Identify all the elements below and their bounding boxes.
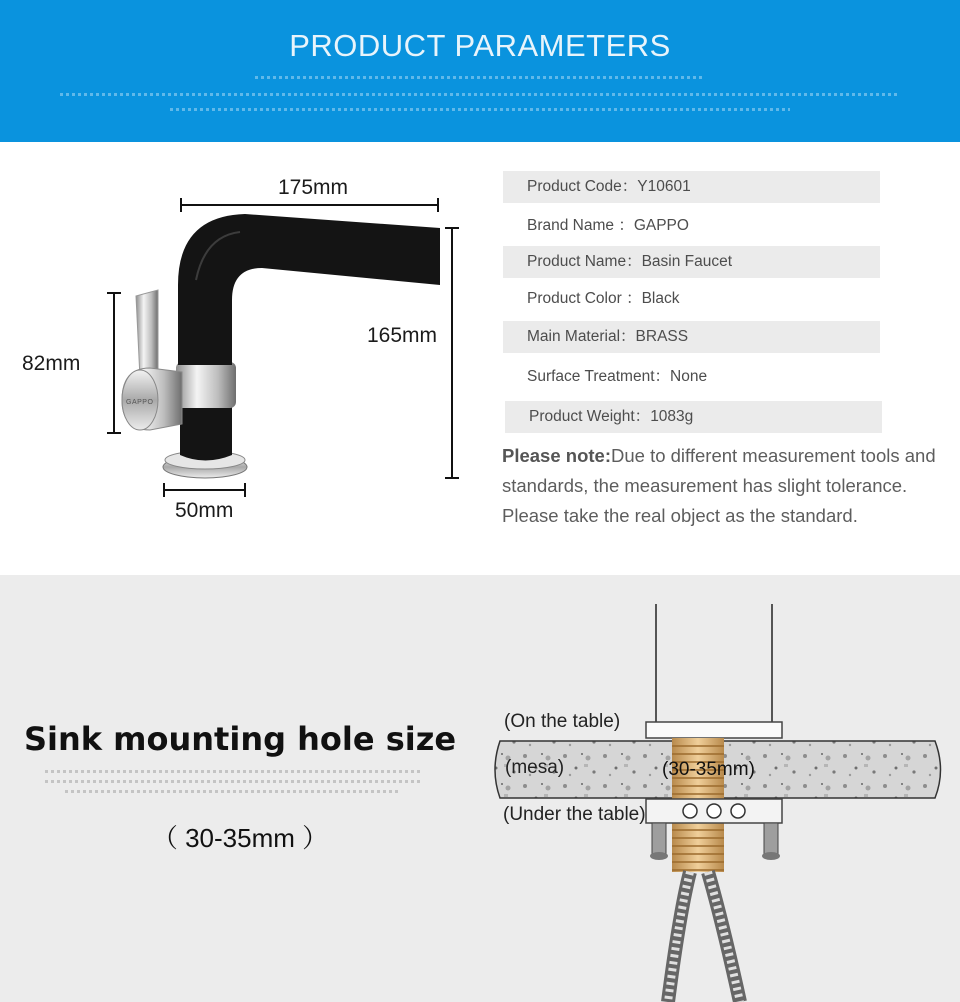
spec-value: Y10601 xyxy=(637,178,691,195)
spec-value: BRASS xyxy=(635,328,689,345)
spec-label: Product Weight： xyxy=(529,408,651,425)
spec-value: Black xyxy=(641,290,680,307)
handle-height-label: 82mm xyxy=(22,352,81,375)
mounting-title: Sink mounting hole size xyxy=(23,720,457,758)
on-table-label: (On the table) xyxy=(504,711,621,732)
spec-label: Surface Treatment： xyxy=(527,368,671,385)
note-text: Due to different measurement tools and standards, the measurement has slight tolerance. Please take the real object as the standard. xyxy=(502,445,936,526)
spec-value: Basin Faucet xyxy=(641,253,733,270)
faucet-logo: GAPPO xyxy=(126,399,154,406)
spec-label: Product Code： xyxy=(527,178,638,195)
spec-label: Product Name： xyxy=(527,253,642,270)
spec-value: None xyxy=(670,368,708,385)
spec-label: Main Material： xyxy=(527,328,636,345)
mesa-label: (mesa) xyxy=(505,757,565,778)
height-label: 165mm xyxy=(367,324,438,347)
note-bold: Please note: xyxy=(502,445,611,466)
mounting-diagram xyxy=(495,604,941,1002)
base-width-label: 50mm xyxy=(175,499,234,522)
mounting-hole-size: （ 30-35mm ） xyxy=(151,823,329,853)
page-title: PRODUCT PARAMETERS xyxy=(289,28,671,63)
spec-label: Brand Name ： xyxy=(527,217,634,234)
hole-size-label: (30-35mm) xyxy=(662,759,755,780)
spec-label: Product Color ： xyxy=(527,290,642,307)
spec-value: 1083g xyxy=(650,408,694,425)
spec-value: GAPPO xyxy=(633,217,689,234)
width-label: 175mm xyxy=(278,176,349,199)
under-table-label: (Under the table) xyxy=(503,804,646,825)
